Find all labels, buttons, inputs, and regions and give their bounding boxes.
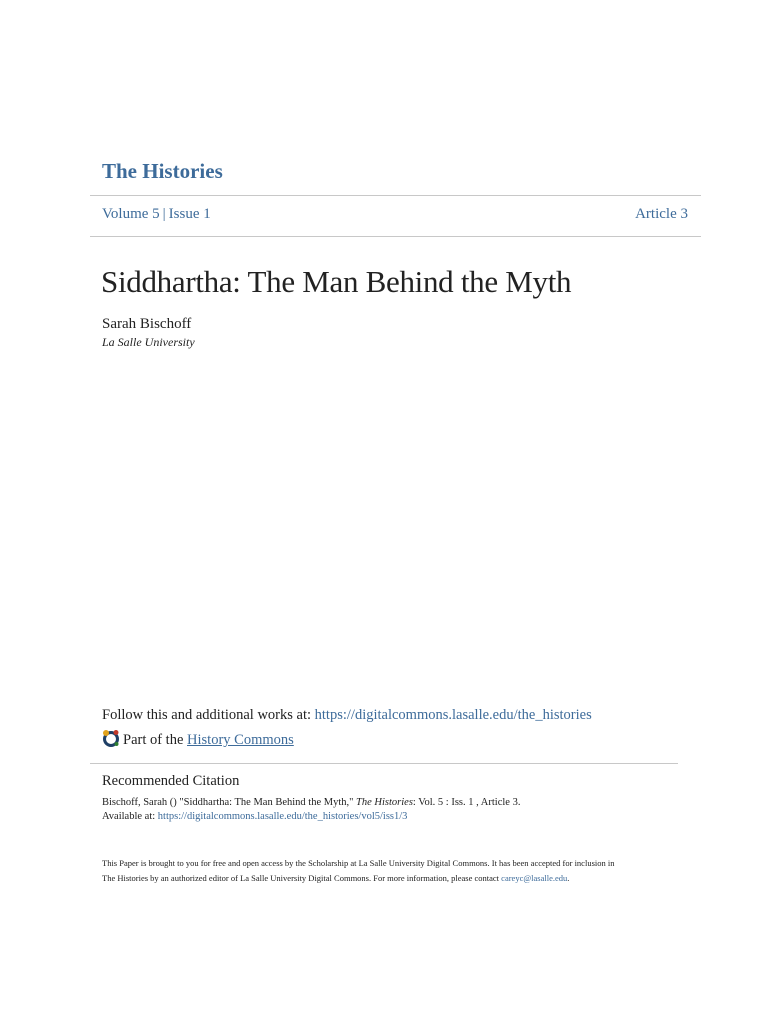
follow-line [102, 707, 592, 724]
recommended-citation-heading: Recommended Citation [102, 773, 240, 789]
paper-title: Siddhartha: The Man Behind the Myth [101, 264, 572, 299]
author-affiliation: La Salle University [102, 335, 195, 349]
footer-notice [102, 856, 672, 886]
footer-line-2-text: The Histories by an authorized editor of La Salle University Digital Commons. For more information, please contact [102, 873, 502, 883]
volume-link[interactable]: Volume 5 [102, 206, 160, 222]
available-line [102, 810, 520, 824]
available-url-link[interactable]: https://digitalcommons.lasalle.edu/the_histories/vol5/iss1/3 [157, 811, 408, 822]
citation-divider [90, 763, 678, 764]
citation-line [102, 796, 520, 810]
available-prefix: Available at: [102, 811, 158, 822]
follow-prefix: Follow this and additional works at: [102, 707, 315, 723]
article-number-link[interactable]: Article 3 [635, 206, 688, 222]
citation-block [102, 796, 520, 824]
history-commons-link[interactable]: History Commons [187, 732, 294, 748]
journal-title-link[interactable]: The Histories [102, 159, 223, 183]
contact-email-link[interactable]: careyc@lasalle.edu [501, 873, 568, 883]
header-bottom-divider [90, 236, 701, 237]
follow-url-link[interactable]: https://digitalcommons.lasalle.edu/the_histories [314, 707, 592, 723]
footer-line-1: This Paper is brought to you for free and open access by the Scholarship at La Salle University Digital Commons. It has been accepted for inclusion in [102, 858, 615, 868]
issue-link[interactable]: Issue 1 [168, 206, 211, 222]
header-top-divider [90, 195, 701, 196]
volume-issue-row [102, 206, 211, 223]
citation-journal: The Histories [356, 797, 413, 808]
part-of-prefix: Part of the [123, 732, 184, 748]
part-of-line [102, 729, 294, 752]
footer-line-2-end: . [567, 873, 570, 883]
volume-issue-separator: | [162, 206, 166, 222]
citation-text-pre: Bischoff, Sarah () "Siddhartha: The Man Behind the Myth," [102, 797, 357, 808]
author-name: Sarah Bischoff [102, 316, 192, 332]
network-commons-icon [102, 729, 123, 752]
citation-text-post: : Vol. 5 : Iss. 1 , Article 3. [412, 797, 521, 808]
footer-line-2 [102, 871, 672, 886]
